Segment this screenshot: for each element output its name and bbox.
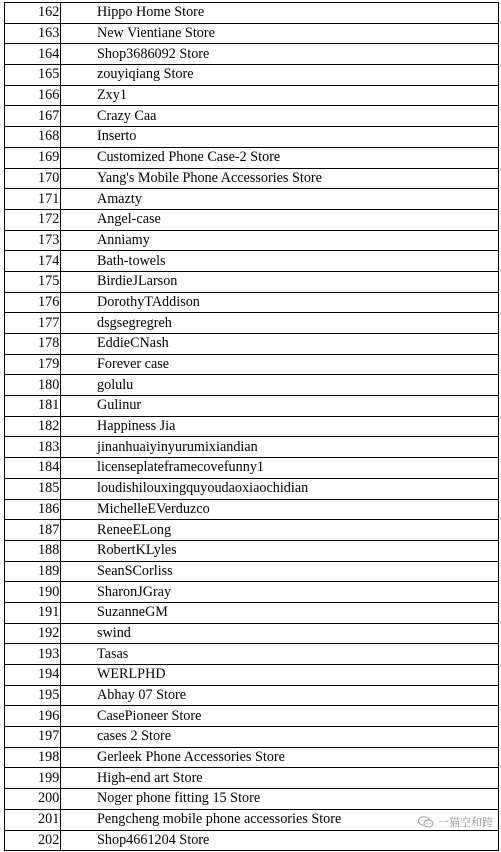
row-number: 166 [5,85,61,106]
table-row [5,499,499,520]
row-number: 174 [5,251,61,272]
table-row [5,602,499,623]
row-number: 167 [5,106,61,127]
row-number: 197 [5,727,61,748]
store-name: Amazty [61,189,499,210]
store-name: Noger phone fitting 15 Store [61,789,499,810]
store-name: Yang's Mobile Phone Accessories Store [61,168,499,189]
table-row [5,3,499,24]
table-row [5,520,499,541]
table-row [5,106,499,127]
store-name: Angel-case [61,209,499,230]
row-number: 171 [5,189,61,210]
table-row [5,644,499,665]
table-row [5,685,499,706]
row-number: 173 [5,230,61,251]
store-name: Shop3686092 Store [61,44,499,65]
row-number: 165 [5,65,61,86]
table-row [5,561,499,582]
table-row [5,478,499,499]
store-name: Tasas [61,644,499,665]
store-name: cases 2 Store [61,727,499,748]
row-number: 202 [5,830,61,851]
row-number: 175 [5,271,61,292]
row-number: 176 [5,292,61,313]
store-name: jinanhuaiyinyurumixiandian [61,437,499,458]
row-number: 186 [5,499,61,520]
row-number: 195 [5,685,61,706]
row-number: 191 [5,602,61,623]
row-number: 189 [5,561,61,582]
table-row [5,747,499,768]
table-row [5,23,499,44]
store-name: Anniamy [61,230,499,251]
table-row [5,127,499,148]
row-number: 172 [5,209,61,230]
watermark [418,814,493,830]
store-name: DorothyTAddison [61,292,499,313]
row-number: 190 [5,582,61,603]
store-name: BirdieJLarson [61,271,499,292]
row-number: 180 [5,375,61,396]
table-row [5,768,499,789]
table-row [5,44,499,65]
table-row [5,582,499,603]
store-name: MichelleEVerduzco [61,499,499,520]
store-name: Pengcheng mobile phone accessories Store [61,809,499,830]
row-number: 177 [5,313,61,334]
store-name: Gerleek Phone Accessories Store [61,747,499,768]
table-row [5,334,499,355]
table-row [5,416,499,437]
store-name: swind [61,623,499,644]
table-row [5,540,499,561]
store-name: ReneeELong [61,520,499,541]
store-name: loudishilouxingquyoudaoxiaochidian [61,478,499,499]
table-row [5,251,499,272]
store-name: Bath-towels [61,251,499,272]
store-name: golulu [61,375,499,396]
store-name: Shop4661204 Store [61,830,499,851]
table-row [5,230,499,251]
store-list-table [4,2,499,851]
row-number: 179 [5,354,61,375]
table-row [5,189,499,210]
store-name: Forever case [61,354,499,375]
table-row [5,292,499,313]
store-name: Abhay 07 Store [61,685,499,706]
row-number: 164 [5,44,61,65]
store-name: Crazy Caa [61,106,499,127]
table-row [5,375,499,396]
store-name: Inserto [61,127,499,148]
row-number: 193 [5,644,61,665]
row-number: 188 [5,540,61,561]
row-number: 200 [5,789,61,810]
store-list-body [5,3,499,851]
store-name: zouyiqiang Store [61,65,499,86]
row-number: 162 [5,3,61,24]
store-name: licenseplateframecovefunny1 [61,458,499,479]
table-row [5,85,499,106]
row-number: 178 [5,334,61,355]
table-row [5,458,499,479]
store-name: Gulinur [61,396,499,417]
table-row [5,271,499,292]
table-row [5,706,499,727]
table-row [5,437,499,458]
table-row [5,830,499,851]
table-row [5,147,499,168]
table-row [5,396,499,417]
row-number: 168 [5,127,61,148]
table-row [5,727,499,748]
row-number: 201 [5,809,61,830]
row-number: 185 [5,478,61,499]
store-name: Zxy1 [61,85,499,106]
store-name: WERLPHD [61,665,499,686]
table-row [5,313,499,334]
wechat-icon [418,816,434,828]
store-name: SharonJGray [61,582,499,603]
watermark-text: 一猫空和跨 [438,816,493,829]
table-row [5,209,499,230]
table-row [5,65,499,86]
store-name: CasePioneer Store [61,706,499,727]
row-number: 170 [5,168,61,189]
store-name: dsgsegregreh [61,313,499,334]
store-name: Customized Phone Case-2 Store [61,147,499,168]
row-number: 182 [5,416,61,437]
row-number: 192 [5,623,61,644]
store-name: RobertKLyles [61,540,499,561]
row-number: 184 [5,458,61,479]
table-row [5,623,499,644]
store-name: EddieCNash [61,334,499,355]
row-number: 163 [5,23,61,44]
table-row [5,168,499,189]
row-number: 181 [5,396,61,417]
row-number: 169 [5,147,61,168]
store-name: Happiness Jia [61,416,499,437]
row-number: 198 [5,747,61,768]
table-row [5,354,499,375]
row-number: 187 [5,520,61,541]
store-name: Hippo Home Store [61,3,499,24]
store-name: SeanSCorliss [61,561,499,582]
row-number: 194 [5,665,61,686]
table-row [5,789,499,810]
row-number: 196 [5,706,61,727]
store-name: High-end art Store [61,768,499,789]
row-number: 199 [5,768,61,789]
row-number: 183 [5,437,61,458]
table-row [5,665,499,686]
store-name: SuzanneGM [61,602,499,623]
store-name: New Vientiane Store [61,23,499,44]
